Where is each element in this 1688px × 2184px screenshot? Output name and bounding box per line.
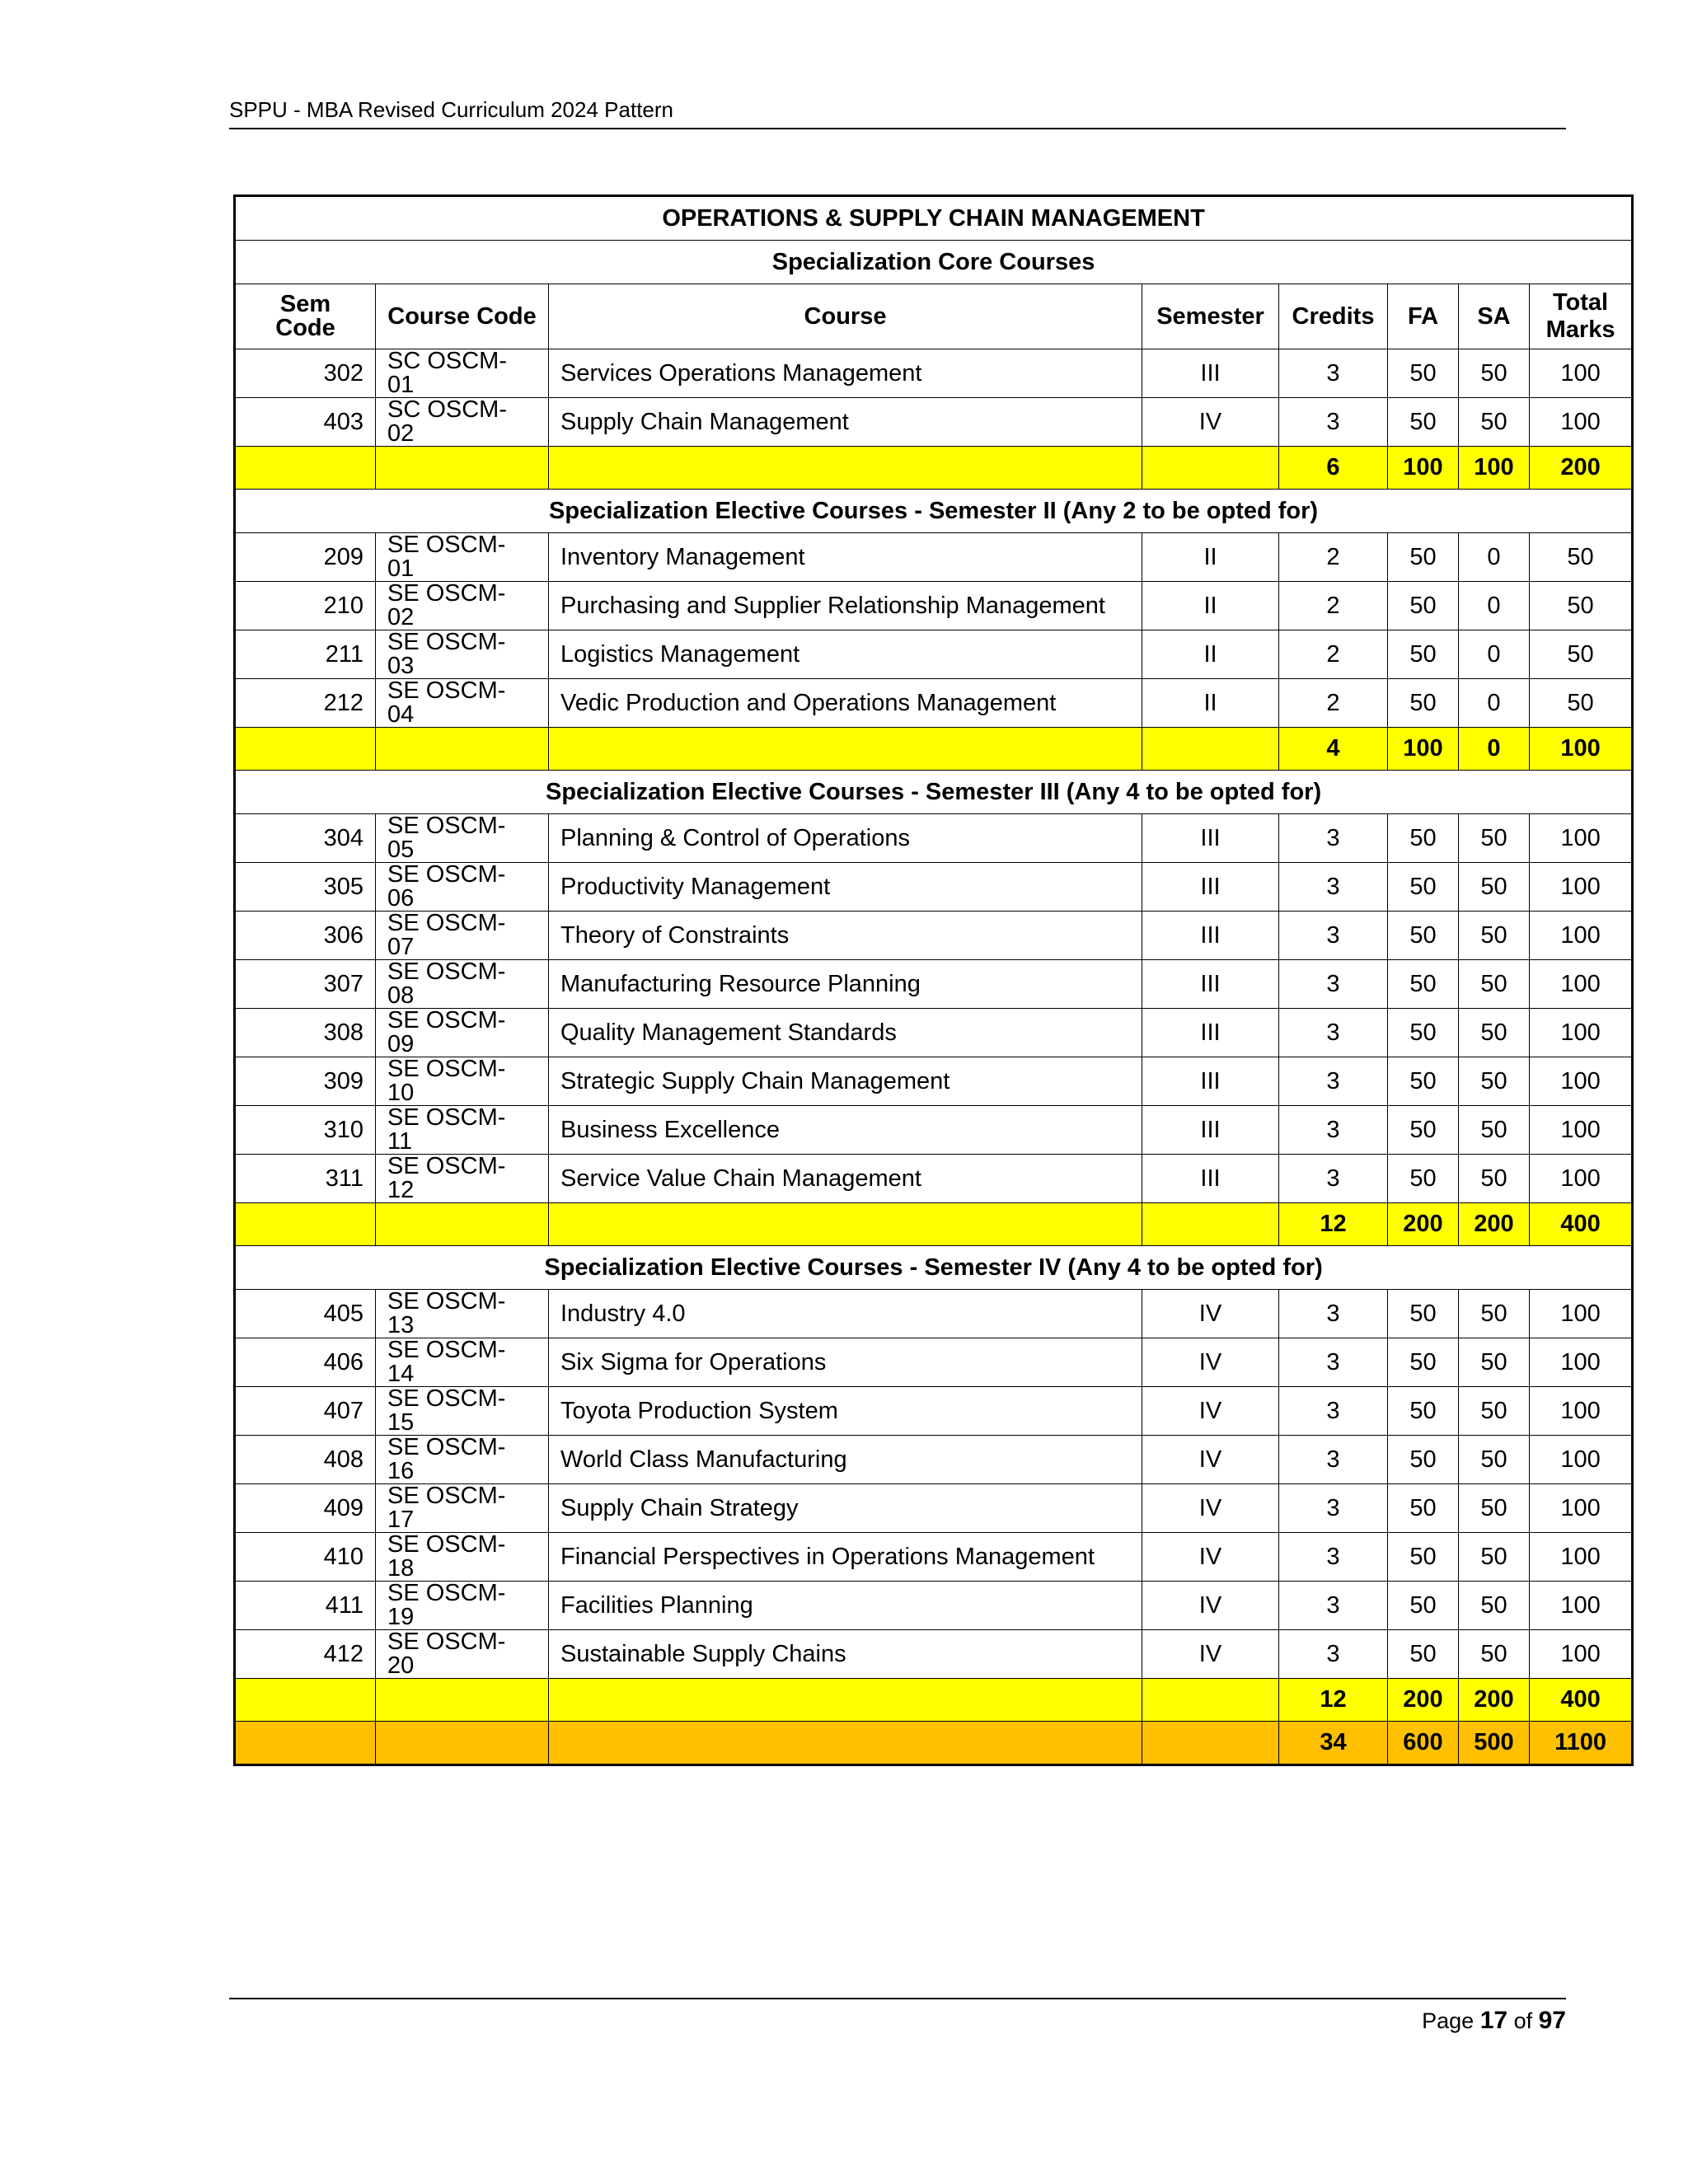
total-cell: 100 bbox=[1530, 863, 1633, 912]
table-row bbox=[235, 1533, 1633, 1582]
page-current: 17 bbox=[1479, 2007, 1508, 2034]
sem3-subtotal-row-sa: 200 bbox=[1459, 1203, 1530, 1246]
course-name-cell: Theory of Constraints bbox=[549, 912, 1142, 960]
empty-cell bbox=[376, 1679, 549, 1722]
credits-cell: 3 bbox=[1279, 1533, 1388, 1582]
empty-cell bbox=[376, 447, 549, 490]
sem2-subtotal-row-total: 100 bbox=[1530, 728, 1633, 771]
semester-cell: IV bbox=[1142, 1582, 1279, 1630]
credits-cell: 3 bbox=[1279, 1484, 1388, 1533]
fa-cell: 50 bbox=[1388, 1484, 1459, 1533]
total-cell: 100 bbox=[1530, 1387, 1633, 1436]
sem3-subtotal-row-credits: 12 bbox=[1279, 1203, 1388, 1246]
course-name-cell: Manufacturing Resource Planning bbox=[549, 960, 1142, 1009]
sem3-heading-row bbox=[235, 771, 1633, 814]
empty-cell bbox=[549, 1722, 1142, 1765]
course-name-cell: Productivity Management bbox=[549, 863, 1142, 912]
course-code-cell: SE OSCM- 17 bbox=[376, 1484, 549, 1533]
table-row bbox=[235, 398, 1633, 447]
semester-cell: IV bbox=[1142, 1290, 1279, 1338]
total-cell: 100 bbox=[1530, 1057, 1633, 1106]
sem-code-cell: 405 bbox=[235, 1290, 376, 1338]
credits-cell: 3 bbox=[1279, 1290, 1388, 1338]
table-row bbox=[235, 1436, 1633, 1484]
total-cell: 50 bbox=[1530, 533, 1633, 582]
credits-cell: 3 bbox=[1279, 1009, 1388, 1057]
total-cell: 100 bbox=[1530, 814, 1633, 863]
semester-cell: III bbox=[1142, 912, 1279, 960]
course-code-cell: SE OSCM- 09 bbox=[376, 1009, 549, 1057]
sem-code-cell: 408 bbox=[235, 1436, 376, 1484]
semester-cell: III bbox=[1142, 1106, 1279, 1155]
course-code-cell: SE OSCM- 13 bbox=[376, 1290, 549, 1338]
total-cell: 100 bbox=[1530, 960, 1633, 1009]
course-code-cell: SE OSCM- 18 bbox=[376, 1533, 549, 1582]
grand-total-row bbox=[235, 1722, 1633, 1765]
semester-cell: IV bbox=[1142, 1484, 1279, 1533]
course-code-cell: SE OSCM- 16 bbox=[376, 1436, 549, 1484]
course-code-cell: SE OSCM- 05 bbox=[376, 814, 549, 863]
course-code-cell: SE OSCM- 19 bbox=[376, 1582, 549, 1630]
course-code-cell: SE OSCM- 01 bbox=[376, 533, 549, 582]
semester-cell: III bbox=[1142, 1057, 1279, 1106]
credits-cell: 3 bbox=[1279, 1387, 1388, 1436]
of-label: of bbox=[1513, 2008, 1533, 2033]
sa-cell: 50 bbox=[1459, 912, 1530, 960]
core-subtotal-row-fa: 100 bbox=[1388, 447, 1459, 490]
semester-cell: IV bbox=[1142, 398, 1279, 447]
col-course: Course bbox=[549, 284, 1142, 349]
sa-cell: 50 bbox=[1459, 1630, 1530, 1679]
sem2-heading: Specialization Elective Courses - Semester II (Any 2 to be opted for) bbox=[235, 490, 1633, 533]
total-cell: 100 bbox=[1530, 1582, 1633, 1630]
table-row bbox=[235, 1338, 1633, 1387]
semester-cell: II bbox=[1142, 533, 1279, 582]
empty-cell bbox=[549, 1679, 1142, 1722]
empty-cell bbox=[1142, 1722, 1279, 1765]
credits-cell: 3 bbox=[1279, 398, 1388, 447]
sa-cell: 50 bbox=[1459, 1106, 1530, 1155]
footer-rule bbox=[229, 1998, 1566, 1999]
table-row bbox=[235, 1387, 1633, 1436]
sem4-subtotal-row-sa: 200 bbox=[1459, 1679, 1530, 1722]
sa-cell: 50 bbox=[1459, 1057, 1530, 1106]
sem-code-cell: 305 bbox=[235, 863, 376, 912]
sem4-subtotal-row bbox=[235, 1679, 1633, 1722]
fa-cell: 50 bbox=[1388, 1533, 1459, 1582]
grand-total-row-total: 1100 bbox=[1530, 1722, 1633, 1765]
sem-code-cell: 307 bbox=[235, 960, 376, 1009]
course-name-cell: Six Sigma for Operations bbox=[549, 1338, 1142, 1387]
course-code-cell: SE OSCM- 15 bbox=[376, 1387, 549, 1436]
fa-cell: 50 bbox=[1388, 863, 1459, 912]
total-cell: 100 bbox=[1530, 912, 1633, 960]
course-name-cell: World Class Manufacturing bbox=[549, 1436, 1142, 1484]
sem-code-cell: 308 bbox=[235, 1009, 376, 1057]
semester-cell: II bbox=[1142, 679, 1279, 728]
credits-cell: 3 bbox=[1279, 1106, 1388, 1155]
course-name-cell: Business Excellence bbox=[549, 1106, 1142, 1155]
core-subtotal-row-sa: 100 bbox=[1459, 447, 1530, 490]
table-title: OPERATIONS & SUPPLY CHAIN MANAGEMENT bbox=[235, 196, 1633, 241]
empty-cell bbox=[235, 1203, 376, 1246]
empty-cell bbox=[235, 1679, 376, 1722]
col-fa: FA bbox=[1388, 284, 1459, 349]
table-row bbox=[235, 533, 1633, 582]
sa-cell: 50 bbox=[1459, 863, 1530, 912]
course-name-cell: Services Operations Management bbox=[549, 349, 1142, 398]
sem-code-cell: 304 bbox=[235, 814, 376, 863]
page-number bbox=[1422, 1994, 1566, 2047]
column-header-row bbox=[235, 284, 1633, 349]
page-label: Page bbox=[1422, 2008, 1475, 2033]
course-code-cell: SE OSCM- 08 bbox=[376, 960, 549, 1009]
total-cell: 100 bbox=[1530, 1436, 1633, 1484]
course-name-cell: Strategic Supply Chain Management bbox=[549, 1057, 1142, 1106]
col-sem-code: Sem Code bbox=[235, 284, 376, 349]
course-name-cell: Industry 4.0 bbox=[549, 1290, 1142, 1338]
course-name-cell: Quality Management Standards bbox=[549, 1009, 1142, 1057]
total-cell: 100 bbox=[1530, 1290, 1633, 1338]
course-code-cell: SE OSCM- 07 bbox=[376, 912, 549, 960]
sem-code-cell: 306 bbox=[235, 912, 376, 960]
col-semester: Semester bbox=[1142, 284, 1279, 349]
fa-cell: 50 bbox=[1388, 398, 1459, 447]
sem2-subtotal-row-sa: 0 bbox=[1459, 728, 1530, 771]
credits-cell: 3 bbox=[1279, 1057, 1388, 1106]
credits-cell: 3 bbox=[1279, 349, 1388, 398]
semester-cell: IV bbox=[1142, 1436, 1279, 1484]
empty-cell bbox=[235, 1722, 376, 1765]
fa-cell: 50 bbox=[1388, 1630, 1459, 1679]
total-cell: 100 bbox=[1530, 1630, 1633, 1679]
course-name-cell: Supply Chain Management bbox=[549, 398, 1142, 447]
fa-cell: 50 bbox=[1388, 814, 1459, 863]
core-heading: Specialization Core Courses bbox=[235, 241, 1633, 284]
total-cell: 100 bbox=[1530, 349, 1633, 398]
grand-total-row-fa: 600 bbox=[1388, 1722, 1459, 1765]
sa-cell: 50 bbox=[1459, 1582, 1530, 1630]
semester-cell: IV bbox=[1142, 1533, 1279, 1582]
credits-cell: 3 bbox=[1279, 1155, 1388, 1203]
sa-cell: 50 bbox=[1459, 398, 1530, 447]
course-code-cell: SE OSCM- 14 bbox=[376, 1338, 549, 1387]
sem2-heading-row bbox=[235, 490, 1633, 533]
credits-cell: 3 bbox=[1279, 912, 1388, 960]
semester-cell: III bbox=[1142, 1155, 1279, 1203]
col-credits: Credits bbox=[1279, 284, 1388, 349]
semester-cell: II bbox=[1142, 630, 1279, 679]
course-code-cell: SE OSCM- 02 bbox=[376, 582, 549, 630]
course-name-cell: Purchasing and Supplier Relationship Management bbox=[549, 582, 1142, 630]
total-cell: 100 bbox=[1530, 1533, 1633, 1582]
empty-cell bbox=[549, 1203, 1142, 1246]
sem-code-cell: 211 bbox=[235, 630, 376, 679]
table-row bbox=[235, 1582, 1633, 1630]
empty-cell bbox=[376, 1203, 549, 1246]
fa-cell: 50 bbox=[1388, 1155, 1459, 1203]
credits-cell: 3 bbox=[1279, 960, 1388, 1009]
course-code-cell: SE OSCM- 03 bbox=[376, 630, 549, 679]
table-row bbox=[235, 349, 1633, 398]
sa-cell: 50 bbox=[1459, 1155, 1530, 1203]
course-code-cell: SE OSCM- 12 bbox=[376, 1155, 549, 1203]
sa-cell: 50 bbox=[1459, 1436, 1530, 1484]
course-name-cell: Planning & Control of Operations bbox=[549, 814, 1142, 863]
sa-cell: 50 bbox=[1459, 1338, 1530, 1387]
credits-cell: 3 bbox=[1279, 1338, 1388, 1387]
table-title-row bbox=[235, 196, 1633, 241]
fa-cell: 50 bbox=[1388, 1436, 1459, 1484]
fa-cell: 50 bbox=[1388, 1290, 1459, 1338]
sem-code-cell: 209 bbox=[235, 533, 376, 582]
table-row bbox=[235, 1057, 1633, 1106]
semester-cell: III bbox=[1142, 349, 1279, 398]
course-code-cell: SE OSCM- 06 bbox=[376, 863, 549, 912]
sem-code-cell: 410 bbox=[235, 1533, 376, 1582]
sem4-subtotal-row-total: 400 bbox=[1530, 1679, 1633, 1722]
course-name-cell: Facilities Planning bbox=[549, 1582, 1142, 1630]
credits-cell: 3 bbox=[1279, 1630, 1388, 1679]
core-subtotal-row-credits: 6 bbox=[1279, 447, 1388, 490]
semester-cell: IV bbox=[1142, 1387, 1279, 1436]
fa-cell: 50 bbox=[1388, 533, 1459, 582]
sem2-subtotal-row-credits: 4 bbox=[1279, 728, 1388, 771]
course-name-cell: Vedic Production and Operations Management bbox=[549, 679, 1142, 728]
empty-cell bbox=[1142, 1679, 1279, 1722]
sem-code-cell: 403 bbox=[235, 398, 376, 447]
grand-total-row-credits: 34 bbox=[1279, 1722, 1388, 1765]
semester-cell: III bbox=[1142, 960, 1279, 1009]
table-row bbox=[235, 1106, 1633, 1155]
course-code-cell: SC OSCM- 01 bbox=[376, 349, 549, 398]
total-cell: 50 bbox=[1530, 582, 1633, 630]
running-header: SPPU - MBA Revised Curriculum 2024 Pattern bbox=[229, 97, 1566, 129]
sa-cell: 50 bbox=[1459, 1009, 1530, 1057]
sem4-heading-row bbox=[235, 1246, 1633, 1290]
sem-code-cell: 407 bbox=[235, 1387, 376, 1436]
sem4-subtotal-row-fa: 200 bbox=[1388, 1679, 1459, 1722]
semester-cell: III bbox=[1142, 1009, 1279, 1057]
fa-cell: 50 bbox=[1388, 679, 1459, 728]
course-name-cell: Financial Perspectives in Operations Management bbox=[549, 1533, 1142, 1582]
total-cell: 100 bbox=[1530, 1484, 1633, 1533]
table-row bbox=[235, 630, 1633, 679]
fa-cell: 50 bbox=[1388, 582, 1459, 630]
empty-cell bbox=[376, 1722, 549, 1765]
table-row bbox=[235, 679, 1633, 728]
fa-cell: 50 bbox=[1388, 630, 1459, 679]
col-sa: SA bbox=[1459, 284, 1530, 349]
curriculum-table bbox=[233, 194, 1634, 1766]
total-cell: 50 bbox=[1530, 679, 1633, 728]
fa-cell: 50 bbox=[1388, 1106, 1459, 1155]
empty-cell bbox=[1142, 1203, 1279, 1246]
course-name-cell: Service Value Chain Management bbox=[549, 1155, 1142, 1203]
course-code-cell: SE OSCM- 04 bbox=[376, 679, 549, 728]
sem4-subtotal-row-credits: 12 bbox=[1279, 1679, 1388, 1722]
fa-cell: 50 bbox=[1388, 1338, 1459, 1387]
sem-code-cell: 311 bbox=[235, 1155, 376, 1203]
sa-cell: 50 bbox=[1459, 960, 1530, 1009]
total-cell: 100 bbox=[1530, 398, 1633, 447]
semester-cell: III bbox=[1142, 814, 1279, 863]
fa-cell: 50 bbox=[1388, 1387, 1459, 1436]
table-row bbox=[235, 1484, 1633, 1533]
course-name-cell: Inventory Management bbox=[549, 533, 1142, 582]
sem4-heading: Specialization Elective Courses - Semester IV (Any 4 to be opted for) bbox=[235, 1246, 1633, 1290]
sem3-heading: Specialization Elective Courses - Semester III (Any 4 to be opted for) bbox=[235, 771, 1633, 814]
sa-cell: 50 bbox=[1459, 1290, 1530, 1338]
course-name-cell: Logistics Management bbox=[549, 630, 1142, 679]
table-row bbox=[235, 1290, 1633, 1338]
credits-cell: 2 bbox=[1279, 679, 1388, 728]
credits-cell: 3 bbox=[1279, 863, 1388, 912]
total-cell: 50 bbox=[1530, 630, 1633, 679]
sa-cell: 50 bbox=[1459, 349, 1530, 398]
fa-cell: 50 bbox=[1388, 1582, 1459, 1630]
sem-code-cell: 409 bbox=[235, 1484, 376, 1533]
fa-cell: 50 bbox=[1388, 960, 1459, 1009]
col-course-code: Course Code bbox=[376, 284, 549, 349]
sa-cell: 0 bbox=[1459, 582, 1530, 630]
sem3-subtotal-row bbox=[235, 1203, 1633, 1246]
credits-cell: 3 bbox=[1279, 1582, 1388, 1630]
sa-cell: 0 bbox=[1459, 533, 1530, 582]
sem2-subtotal-row-fa: 100 bbox=[1388, 728, 1459, 771]
table-row bbox=[235, 863, 1633, 912]
empty-cell bbox=[549, 728, 1142, 771]
table-row bbox=[235, 1155, 1633, 1203]
fa-cell: 50 bbox=[1388, 912, 1459, 960]
sem-code-cell: 302 bbox=[235, 349, 376, 398]
sem-code-cell: 309 bbox=[235, 1057, 376, 1106]
course-code-cell: SE OSCM- 10 bbox=[376, 1057, 549, 1106]
core-heading-row bbox=[235, 241, 1633, 284]
empty-cell bbox=[235, 447, 376, 490]
sem3-subtotal-row-total: 400 bbox=[1530, 1203, 1633, 1246]
table-row bbox=[235, 814, 1633, 863]
table-row bbox=[235, 960, 1633, 1009]
core-subtotal-row-total: 200 bbox=[1530, 447, 1633, 490]
empty-cell bbox=[549, 447, 1142, 490]
total-cell: 100 bbox=[1530, 1106, 1633, 1155]
table-row bbox=[235, 582, 1633, 630]
sem-code-cell: 412 bbox=[235, 1630, 376, 1679]
sa-cell: 50 bbox=[1459, 814, 1530, 863]
core-subtotal-row bbox=[235, 447, 1633, 490]
sem-code-cell: 210 bbox=[235, 582, 376, 630]
sa-cell: 50 bbox=[1459, 1387, 1530, 1436]
sem2-subtotal-row bbox=[235, 728, 1633, 771]
page-total: 97 bbox=[1538, 2007, 1566, 2034]
semester-cell: IV bbox=[1142, 1630, 1279, 1679]
sem-code-cell: 406 bbox=[235, 1338, 376, 1387]
total-cell: 100 bbox=[1530, 1338, 1633, 1387]
fa-cell: 50 bbox=[1388, 1009, 1459, 1057]
course-name-cell: Supply Chain Strategy bbox=[549, 1484, 1142, 1533]
semester-cell: IV bbox=[1142, 1338, 1279, 1387]
credits-cell: 2 bbox=[1279, 630, 1388, 679]
empty-cell bbox=[1142, 447, 1279, 490]
table-row bbox=[235, 1630, 1633, 1679]
sem-code-cell: 310 bbox=[235, 1106, 376, 1155]
sa-cell: 50 bbox=[1459, 1484, 1530, 1533]
table-row bbox=[235, 1009, 1633, 1057]
total-cell: 100 bbox=[1530, 1009, 1633, 1057]
empty-cell bbox=[376, 728, 549, 771]
course-code-cell: SE OSCM- 11 bbox=[376, 1106, 549, 1155]
semester-cell: III bbox=[1142, 863, 1279, 912]
empty-cell bbox=[1142, 728, 1279, 771]
fa-cell: 50 bbox=[1388, 1057, 1459, 1106]
sa-cell: 50 bbox=[1459, 1533, 1530, 1582]
sem3-subtotal-row-fa: 200 bbox=[1388, 1203, 1459, 1246]
course-name-cell: Sustainable Supply Chains bbox=[549, 1630, 1142, 1679]
credits-cell: 2 bbox=[1279, 582, 1388, 630]
col-total-marks: Total Marks bbox=[1530, 284, 1633, 349]
semester-cell: II bbox=[1142, 582, 1279, 630]
course-code-cell: SE OSCM- 20 bbox=[376, 1630, 549, 1679]
sem-code-cell: 212 bbox=[235, 679, 376, 728]
empty-cell bbox=[235, 728, 376, 771]
table-row bbox=[235, 912, 1633, 960]
fa-cell: 50 bbox=[1388, 349, 1459, 398]
sem-code-cell: 411 bbox=[235, 1582, 376, 1630]
grand-total-row-sa: 500 bbox=[1459, 1722, 1530, 1765]
credits-cell: 3 bbox=[1279, 814, 1388, 863]
sa-cell: 0 bbox=[1459, 630, 1530, 679]
total-cell: 100 bbox=[1530, 1155, 1633, 1203]
course-name-cell: Toyota Production System bbox=[549, 1387, 1142, 1436]
course-code-cell: SC OSCM- 02 bbox=[376, 398, 549, 447]
sa-cell: 0 bbox=[1459, 679, 1530, 728]
credits-cell: 2 bbox=[1279, 533, 1388, 582]
credits-cell: 3 bbox=[1279, 1436, 1388, 1484]
